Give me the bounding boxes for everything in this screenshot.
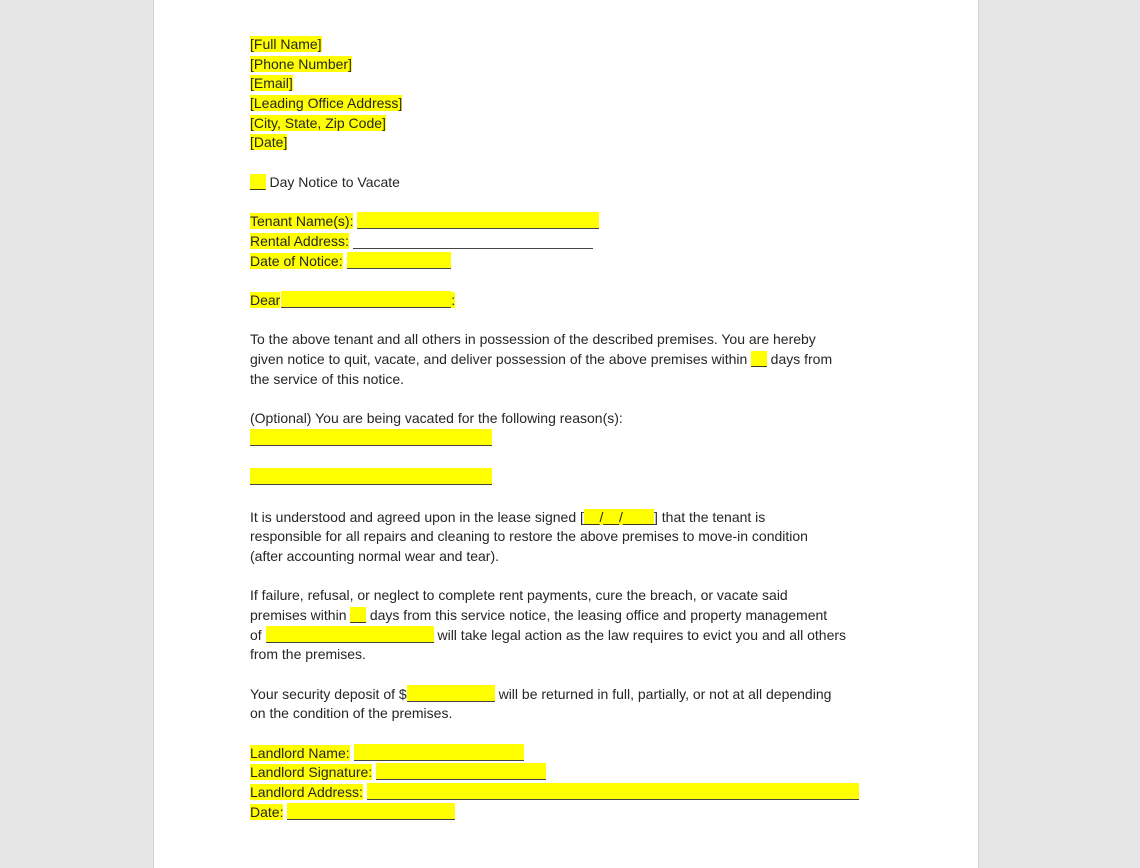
notice-days-blank[interactable]: __	[250, 173, 266, 190]
cure-days-blank[interactable]: __	[350, 606, 366, 623]
landlord-date-label: Date:	[250, 803, 284, 820]
notice-title-text: Day Notice to Vacate	[269, 173, 400, 190]
company-blank[interactable]	[266, 626, 434, 643]
landlord-address-blank[interactable]	[367, 783, 859, 800]
para3-line2-a: premises within	[250, 606, 347, 623]
para4-line2: on the condition of the premises.	[250, 705, 453, 722]
deposit-amount-blank[interactable]	[407, 685, 495, 702]
salutation-colon: :	[451, 291, 456, 308]
reason-blank-1[interactable]	[250, 429, 492, 446]
para4-line1-b: will be returned in full, partially, or not at all depending	[498, 685, 832, 702]
notice-date-blank[interactable]	[347, 252, 451, 269]
para2-line1-b: ] that the tenant is	[654, 508, 766, 525]
para1-line2-b: days from	[770, 351, 833, 367]
full-name-field[interactable]: [Full Name]	[250, 36, 322, 52]
salutation-blank[interactable]	[281, 291, 451, 308]
para3-line3	[250, 626, 890, 646]
para2-line1-a: It is understood and agreed upon in the lease signed [	[250, 508, 584, 525]
landlord-name-label: Landlord Name:	[250, 744, 350, 761]
para1-line2	[250, 350, 890, 370]
para4-line1-a: Your security deposit of $	[250, 685, 407, 702]
email-field[interactable]: [Email]	[250, 75, 293, 92]
landlord-date-blank[interactable]	[287, 803, 455, 820]
city-state-zip-field[interactable]: [City, State, Zip Code]	[250, 114, 386, 131]
tenant-name-blank[interactable]	[357, 212, 599, 229]
para1-line2-a: given notice to quit, vacate, and deliver possession of the above premises within	[250, 351, 748, 367]
salutation-label: Dear	[250, 291, 281, 308]
tenant-name-label: Tenant Name(s):	[250, 213, 354, 230]
notice-title	[250, 173, 890, 193]
para2-line3: (after accounting normal wear and tear).	[250, 547, 500, 564]
landlord-address-label: Landlord Address:	[250, 784, 363, 801]
para2-line1	[250, 508, 890, 528]
para3-line2-b: days from this service notice, the leasing office and property management	[369, 606, 828, 623]
para4-line1	[250, 685, 890, 705]
landlord-name-blank[interactable]	[354, 744, 524, 761]
para2-line2: responsible for all repairs and cleaning to restore the above premises to move-in condition	[250, 528, 808, 545]
para1-line1: To the above tenant and all others in possession of the described premises. You are hereby	[250, 331, 816, 348]
document-page	[153, 0, 979, 868]
para3-line4: from the premises.	[250, 646, 366, 663]
para3-line3-a: of	[250, 626, 262, 643]
para3-line3-b: will take legal action as the law requires to evict you and all others	[437, 626, 847, 643]
office-address-field[interactable]: [Leading Office Address]	[250, 95, 403, 112]
para3-line2	[250, 606, 890, 626]
rental-address-blank[interactable]	[353, 232, 593, 249]
date-field[interactable]: [Date]	[250, 134, 288, 151]
landlord-signature-blank[interactable]	[376, 763, 546, 780]
para1-line3: the service of this notice.	[250, 370, 405, 387]
quit-days-blank[interactable]: __	[751, 351, 767, 367]
para3-line1: If failure, refusal, or neglect to complete rent payments, cure the breach, or vacate said	[250, 587, 788, 604]
landlord-signature-label: Landlord Signature:	[250, 764, 373, 781]
reasons-label: (Optional) You are being vacated for the following reason(s):	[250, 410, 623, 427]
document-content	[250, 35, 890, 823]
phone-field[interactable]: [Phone Number]	[250, 55, 352, 72]
lease-date-blank[interactable]: __/__/____	[583, 508, 654, 525]
notice-date-label: Date of Notice:	[250, 252, 343, 269]
rental-address-label: Rental Address:	[250, 232, 349, 249]
reason-blank-2[interactable]	[250, 468, 492, 485]
